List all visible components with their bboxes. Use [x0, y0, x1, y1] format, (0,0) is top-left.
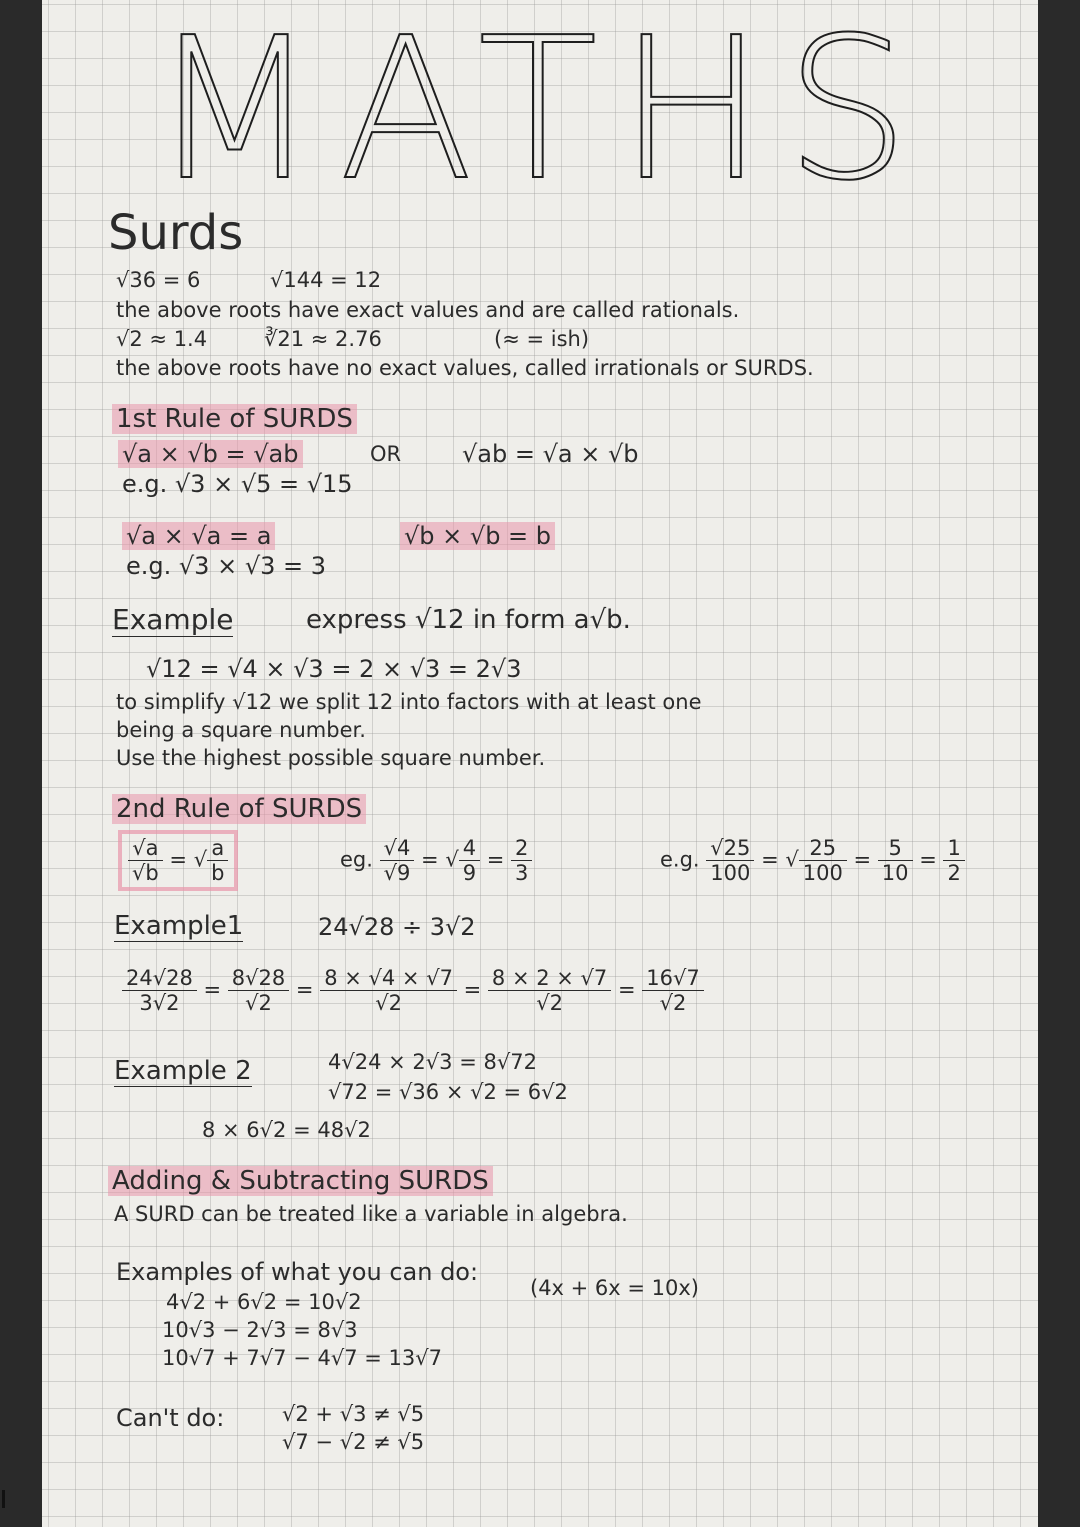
example1-f2-num: 8√28 — [228, 966, 289, 991]
intro-rational-2: √144 = 12 — [270, 268, 382, 292]
adding-heading: Adding & Subtracting SURDS — [108, 1166, 493, 1196]
example1-f3-num: 8 × √4 × √7 — [320, 966, 457, 991]
example1-f3-den: √2 — [375, 991, 402, 1015]
section-heading-surds: Surds — [108, 205, 244, 261]
rule2-eg2-root-fraction — [799, 836, 847, 885]
cant-example-1: √2 + √3 ≠ √5 — [282, 1402, 425, 1426]
example-note-2: being a square number. — [116, 718, 366, 742]
rule2-eg2-answer-b — [943, 836, 964, 885]
rule2-eg-answer — [511, 836, 532, 885]
example1-f1-num: 24√28 — [122, 966, 197, 991]
rule2-lhs-fraction — [128, 836, 163, 885]
rule2-eg2-label: e.g. — [660, 847, 700, 872]
rule2-eg2-a-den: 10 — [881, 861, 909, 885]
example1-frac-2 — [228, 966, 289, 1015]
adding-example-2: 10√3 − 2√3 = 8√3 — [162, 1318, 358, 1342]
adding-note: A SURD can be treated like a variable in algebra. — [114, 1202, 628, 1226]
example1-f2-den: √2 — [245, 991, 272, 1015]
rule2-eg2-rden: 100 — [802, 861, 843, 885]
example-label: Example — [112, 603, 234, 636]
cant-label: Can't do: — [116, 1404, 225, 1432]
example-note-1: to simplify √12 we split 12 into factors with at least one — [116, 690, 702, 714]
example-working: √12 = √4 × √3 = 2 × √3 = 2√3 — [146, 655, 522, 683]
rule2-eg2-den: 100 — [710, 861, 751, 885]
rule2-rhs-fraction — [207, 836, 228, 885]
intro-irrational-1: √2 ≈ 1.4 — [116, 327, 208, 351]
rule2-eg-rden: 9 — [462, 861, 477, 885]
example1-f1-den: 3√2 — [139, 991, 180, 1015]
notebook-page — [42, 0, 1038, 1527]
example1-f4-num: 8 × 2 × √7 — [488, 966, 611, 991]
intro-irrational-2: ∛21 ≈ 2.76 — [264, 327, 382, 351]
example1-frac-3 — [320, 966, 457, 1015]
rule2-equals: = — [169, 847, 188, 872]
cant-example-2: √7 − √2 ≠ √5 — [282, 1430, 425, 1454]
rule2-eg-ans-den: 3 — [515, 861, 529, 885]
page-title: MATHS — [150, 0, 930, 224]
intro-ish-note: (≈ = ish) — [494, 327, 590, 351]
example1-f4-den: √2 — [536, 991, 563, 1015]
example1-frac-4 — [488, 966, 611, 1015]
intro-rational-note: the above roots have exact values and are called rationals. — [116, 298, 740, 322]
example2-line2: √72 = √36 × √2 = 6√2 — [328, 1080, 568, 1104]
rule2-eg-label: eg. — [340, 847, 373, 872]
rule2-example2: e.g. $\frac{√25}{100}$ = √ $\frac{25}{100}$ = $\frac{5}{10}$ = $\frac{1}{2}$ — [660, 836, 965, 885]
rule2-eg2-answer-a — [878, 836, 913, 885]
rule1-or: OR — [370, 442, 402, 466]
rule2-lhs-den: √b — [132, 861, 159, 885]
rule2-eg2-num: √25 — [706, 836, 754, 861]
rule2-eg2-fraction — [706, 836, 754, 885]
example1-task: 24√28 ÷ 3√2 — [318, 913, 476, 941]
example1-f5-den: √2 — [659, 991, 687, 1015]
intro-irrational-note: the above roots have no exact values, called irrationals or SURDS. — [116, 356, 814, 380]
example2-line3: 8 × 6√2 = 48√2 — [202, 1118, 371, 1142]
rule2-rhs-num: a — [207, 836, 228, 861]
rule2-eg-num: √4 — [380, 836, 415, 861]
rule2-lhs-num: √a — [128, 836, 163, 861]
example-note-3: Use the highest possible square number. — [116, 746, 546, 770]
rule2-example1: eg. $\frac{√4}{√9}$ = √ $\frac{4}{9}$ = $\frac{2}{3}$ — [340, 836, 532, 885]
binding-mark — [2, 1490, 5, 1508]
adding-example-3: 10√7 + 7√7 − 4√7 = 13√7 — [162, 1346, 442, 1370]
rule2-heading: 2nd Rule of SURDS — [112, 794, 366, 824]
example1-f5-num: 16√7 — [642, 966, 703, 991]
rule2-eg2-a-num: 5 — [878, 836, 913, 861]
rule2-eg-root-fraction — [459, 836, 480, 885]
rule1-formula: √a × √b = √ab — [118, 440, 303, 468]
rule2-eg-den: √9 — [383, 861, 411, 885]
rule1-formula-same-b: √b × √b = b — [400, 522, 555, 550]
adding-can-label: Examples of what you can do: — [116, 1258, 479, 1286]
rule1-example2: e.g. √3 × √3 = 3 — [126, 552, 327, 580]
rule1-heading: 1st Rule of SURDS — [112, 404, 357, 434]
rule1-formula-same-a: √a × √a = a — [122, 522, 275, 550]
example1-label: Example1 — [114, 911, 244, 941]
rule2-eg-ans-num: 2 — [511, 836, 532, 861]
rule2-rhs-den: b — [211, 861, 225, 885]
rule2-eg2-b-den: 2 — [947, 861, 961, 885]
intro-rational-1: √36 = 6 — [116, 268, 201, 292]
rule2-eg-fraction — [380, 836, 415, 885]
example1-frac-1 — [122, 966, 197, 1015]
rule1-formula-reverse: √ab = √a × √b — [462, 440, 639, 468]
example2-label: Example 2 — [114, 1056, 252, 1086]
rule2-eg2-rnum: 25 — [799, 836, 847, 861]
example2-line1: 4√24 × 2√3 = 8√72 — [328, 1050, 537, 1074]
rule2-formula-box: $\frac{√a}{√b}$ = √ $\frac{a}{b}$ — [118, 830, 238, 891]
rule2-eg2-b-num: 1 — [943, 836, 964, 861]
rule1-example1: e.g. √3 × √5 = √15 — [122, 470, 353, 498]
adding-example-1: 4√2 + 6√2 = 10√2 — [166, 1290, 362, 1314]
example1-working: $\frac{24√28}{3√2}$ = $\frac{8√28}{√2}$ = $\frac{8 \times √4 \times √7}{√2}$ = $\frac{8 \times 2 \times √7}{√2}$ = $\frac{16√7}{√2}$ — [122, 966, 704, 1015]
example1-frac-5 — [642, 966, 703, 1015]
adding-algebra-note: (4x + 6x = 10x) — [530, 1276, 700, 1300]
example-task: express √12 in form a√b. — [306, 605, 631, 635]
rule2-eg-rnum: 4 — [459, 836, 480, 861]
